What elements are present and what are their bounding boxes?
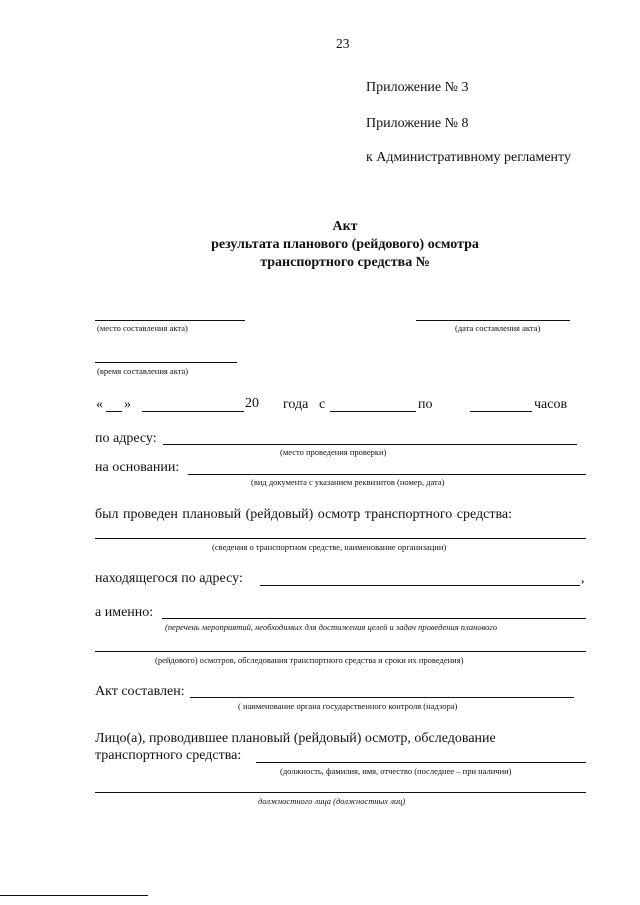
- namely-label: а именно:: [95, 605, 154, 620]
- time-line[interactable]: [95, 362, 237, 363]
- caption-place: (место составления акта): [97, 323, 188, 333]
- year-prefix: 20: [245, 396, 259, 411]
- quote-close: »: [124, 397, 131, 412]
- doc-subtitle: результата планового (рейдового) осмотра: [211, 237, 479, 252]
- date-line[interactable]: [416, 320, 570, 321]
- compiled-label: Акт составлен:: [95, 684, 185, 699]
- measures-line-1[interactable]: [162, 618, 586, 619]
- hours-word: часов: [534, 397, 568, 412]
- to-word: по: [418, 397, 433, 412]
- caption-measures-2: (рейдового) осмотров, обследования транспортного средства и сроки их проведения): [155, 655, 464, 665]
- person-text-2: транспортного средства:: [95, 748, 242, 763]
- doc-title: Акт: [332, 219, 358, 234]
- year-word: года: [283, 397, 309, 412]
- caption-time: (время составления акта): [97, 366, 189, 376]
- appendix-3: Приложение № 3: [366, 80, 469, 95]
- vehicle-info-line[interactable]: [95, 538, 586, 539]
- from-hour-line[interactable]: [330, 411, 416, 412]
- appendix-8: Приложение № 8: [366, 116, 469, 131]
- caption-person-1: (должность, фамилия, имя, отчество (последнее – при наличии): [280, 766, 512, 776]
- address-label: по адресу:: [95, 431, 157, 446]
- doc-subtitle-vehicle: транспортного средства №: [260, 255, 430, 270]
- regulation-reference: к Административному регламенту: [366, 150, 571, 165]
- measures-line-2[interactable]: [95, 651, 586, 652]
- conducted-text: был проведен плановый (рейдовый) осмотр транспортного средства:: [95, 507, 513, 522]
- located-comma: ,: [581, 571, 585, 586]
- from-word: с: [319, 397, 326, 412]
- page-number: 23: [336, 36, 350, 51]
- person-line[interactable]: [256, 762, 586, 763]
- day-line[interactable]: [106, 411, 122, 412]
- month-line[interactable]: [142, 411, 244, 412]
- caption-date: (дата составления акта): [455, 323, 541, 333]
- caption-measures-1: (перечень мероприятий, необходимых для достижения целей и задач проведения планового: [165, 622, 497, 632]
- footnote-separator: [0, 895, 148, 896]
- located-line[interactable]: [260, 585, 580, 586]
- quote-open: «: [96, 397, 103, 412]
- place-line[interactable]: [95, 320, 245, 321]
- person-text-1: Лицо(а), проводившее плановый (рейдовый) осмотр, обследование: [95, 731, 496, 746]
- caption-vehicle-info: (сведения о транспортном средстве, наименование организации): [212, 542, 447, 552]
- to-hour-line[interactable]: [470, 411, 532, 412]
- person-line-2[interactable]: [95, 792, 586, 793]
- caption-authority: ( наименование органа государственного контроля (надзора): [238, 701, 458, 711]
- caption-person-2: должностного лица (должностных лиц): [258, 796, 406, 806]
- basis-label: на основании:: [95, 460, 180, 475]
- caption-address-place: (место проведения проверки): [280, 447, 387, 457]
- caption-basis-doc: (вид документа с указанием реквизитов (номер, дата): [251, 477, 445, 487]
- basis-line[interactable]: [188, 474, 586, 475]
- located-label: находящегося по адресу:: [95, 571, 243, 586]
- authority-line[interactable]: [190, 697, 574, 698]
- address-line[interactable]: [163, 444, 577, 445]
